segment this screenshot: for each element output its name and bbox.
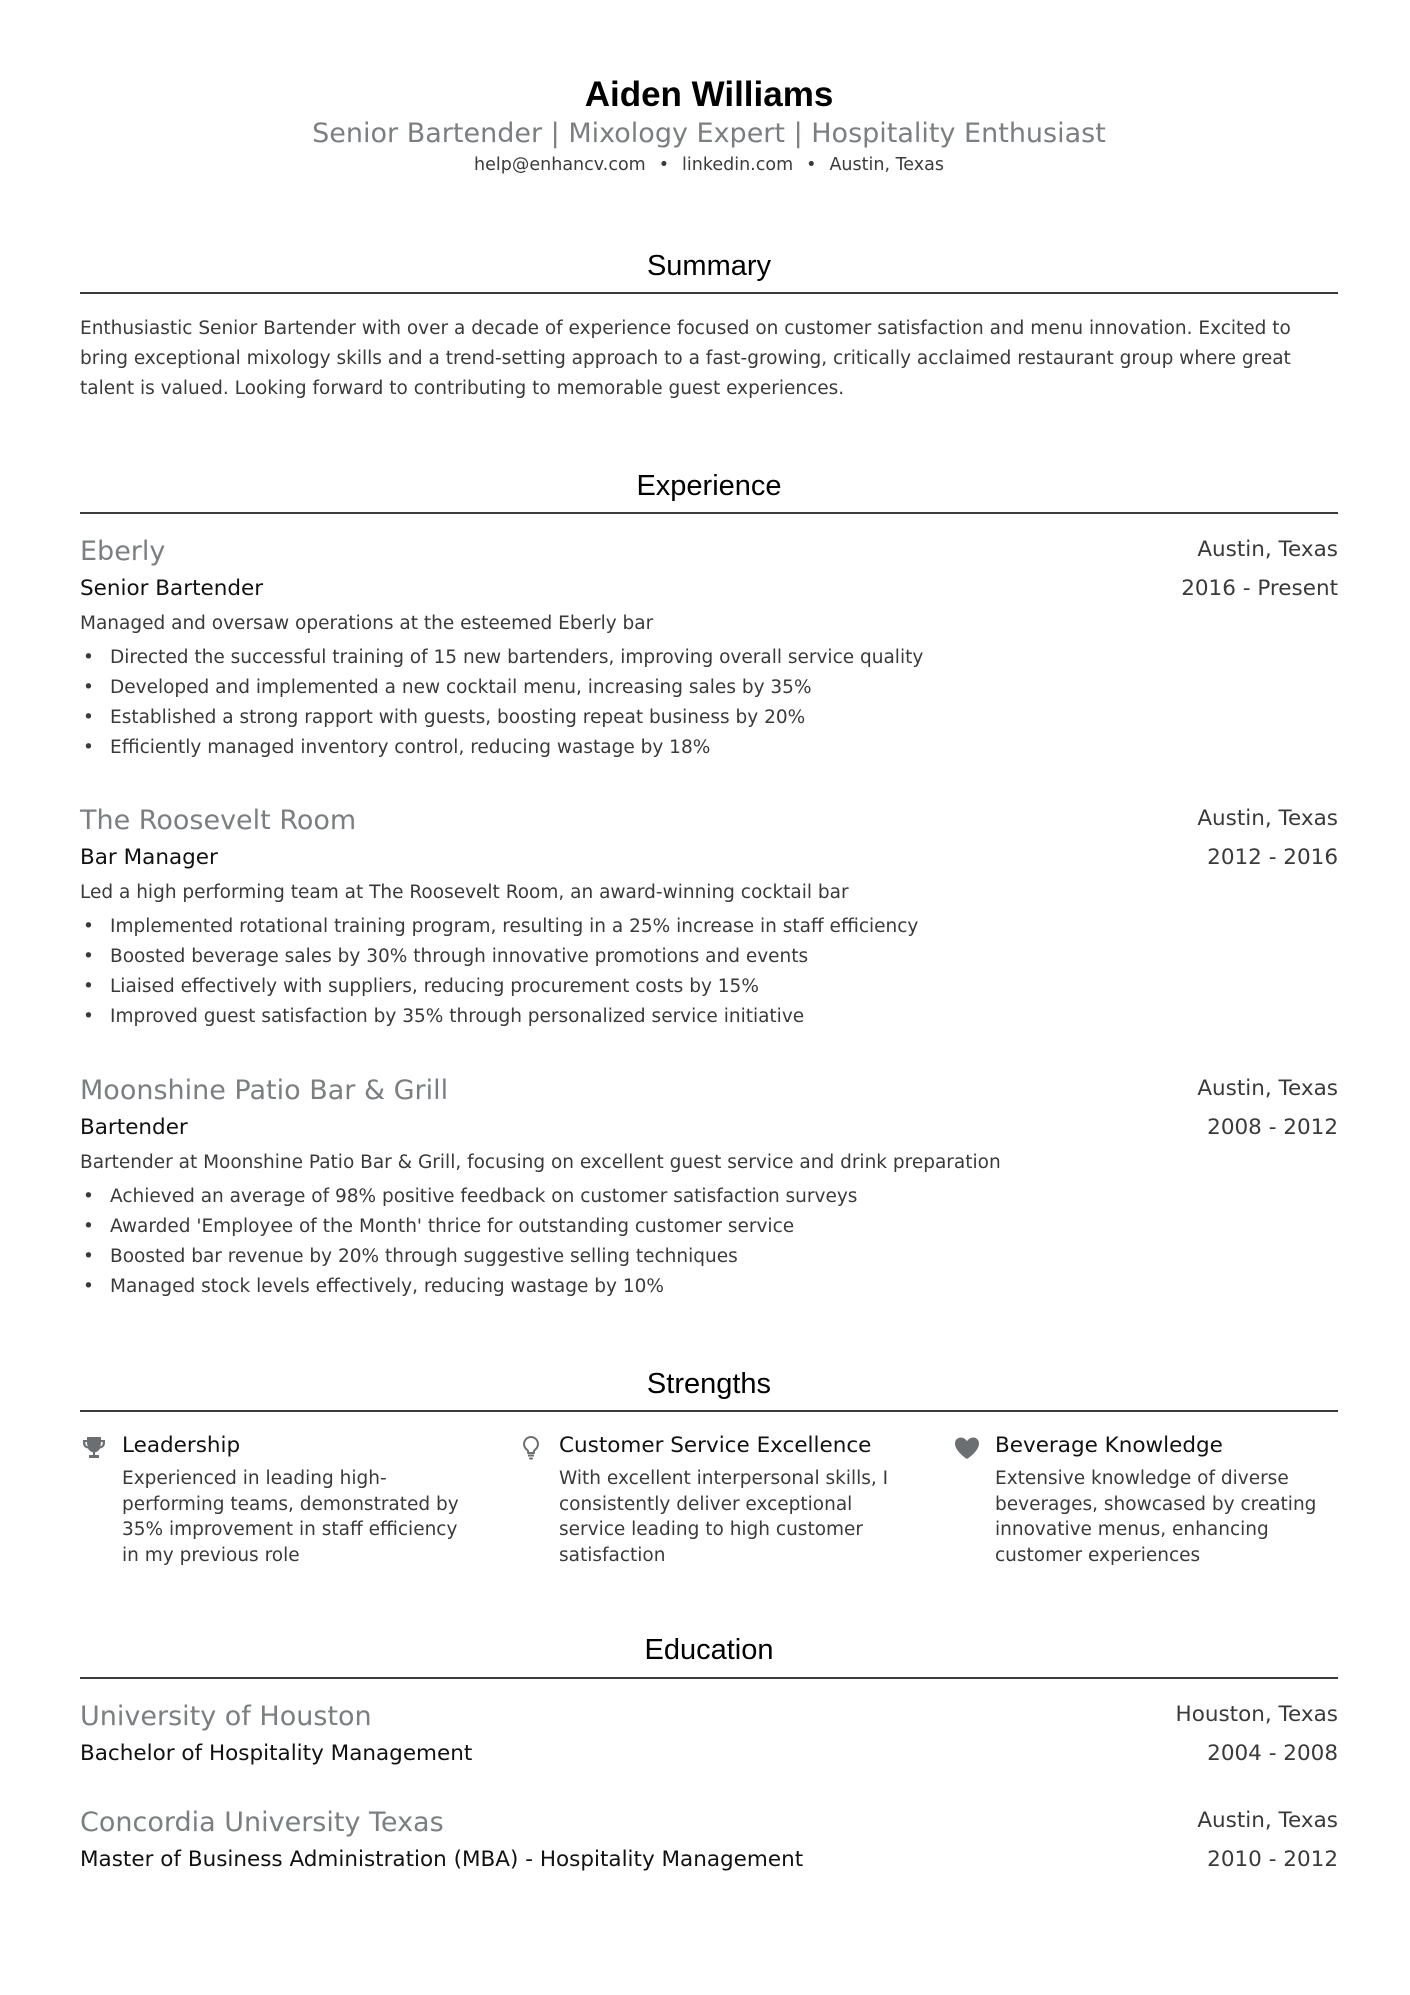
job-bullet: • Implemented rotational training program, resulting in a 25% increase in staff efficiency <box>80 912 1338 942</box>
education-entry <box>80 1804 1338 1878</box>
job-bullet: • Liaised effectively with suppliers, reducing procurement costs by 15% <box>80 972 1338 1002</box>
candidate-name: Aiden Williams <box>584 75 834 114</box>
education-dates: 2010 - 2012 <box>1207 1847 1338 1872</box>
separator-dot: • <box>806 155 817 175</box>
job-bullet: • Managed stock levels effectively, reducing wastage by 10% <box>80 1272 1338 1302</box>
job-location: Austin, Texas <box>1197 537 1338 562</box>
job-bullet: • Boosted bar revenue by 20% through suggestive selling techniques <box>80 1242 1338 1272</box>
job-dates: 2012 - 2016 <box>1207 845 1338 870</box>
lightbulb-icon <box>517 1434 545 1462</box>
job-bullet: • Developed and implemented a new cocktail menu, increasing sales by 35% <box>80 673 1338 703</box>
job-dates: 2008 - 2012 <box>1207 1115 1338 1140</box>
job-description: Led a high performing team at The Roosevelt Room, an award-winning cocktail bar <box>80 882 849 903</box>
job-bullet: • Boosted beverage sales by 30% through innovative promotions and events <box>80 942 1338 972</box>
education-heading: Education <box>644 1634 774 1666</box>
summary-text: Enthusiastic Senior Bartender with over a decade of experience focused on customer satisfaction and menu innovation. Excited to bring exceptional mixology skills and a trend-setting approach to a fast-growing, critically acclaimed restaurant group where great talent is valued. Looking forward to contributing to memorable guest experiences. <box>80 318 1291 399</box>
candidate-title: Senior Bartender | Mixology Expert | Hospitality Enthusiast <box>312 118 1106 149</box>
separator-dot: • <box>658 155 670 175</box>
heart-icon <box>953 1434 981 1462</box>
job-company: Moonshine Patio Bar & Grill <box>80 1075 449 1106</box>
strength-description: With excellent interpersonal skills, I consistently deliver exceptional service leading to high customer satisfaction <box>559 1468 889 1566</box>
job-bullet: • Directed the successful training of 15 new bartenders, improving overall service quality <box>80 643 1338 673</box>
education-degree: Master of Business Administration (MBA) - Hospitality Management <box>80 1847 804 1872</box>
education-school: University of Houston <box>80 1701 372 1732</box>
job-dates: 2016 - Present <box>1181 576 1338 601</box>
job-bullet: • Efficiently managed inventory control, reducing wastage by 18% <box>80 733 1338 763</box>
strength-description: Extensive knowledge of diverse beverages, showcased by creating innovative menus, enhancing customer experiences <box>995 1468 1317 1566</box>
job-description: Bartender at Moonshine Patio Bar & Grill, focusing on excellent guest service and drink preparation <box>80 1152 1001 1173</box>
job-role: Bartender <box>80 1115 188 1140</box>
job-entry <box>80 802 1338 1032</box>
job-entry <box>80 533 1338 763</box>
job-bullet: • Established a strong rapport with guests, boosting repeat business by 20% <box>80 703 1338 733</box>
job-bullets <box>80 643 1338 763</box>
experience-heading: Experience <box>636 470 782 502</box>
resume-page <box>80 0 1338 1995</box>
summary-heading: Summary <box>646 250 772 282</box>
job-company: The Roosevelt Room <box>80 805 357 836</box>
education-location: Austin, Texas <box>1197 1808 1338 1833</box>
job-bullet: • Improved guest satisfaction by 35% through personalized service initiative <box>80 1002 1338 1032</box>
section-divider <box>80 1677 1338 1679</box>
education-degree: Bachelor of Hospitality Management <box>80 1741 473 1766</box>
contact-location: Austin, Texas <box>829 155 944 175</box>
linkedin-link[interactable]: linkedin.com <box>682 155 794 175</box>
email-link[interactable]: help@enhancv.com <box>474 155 646 175</box>
strength-title: Leadership <box>122 1433 241 1458</box>
job-bullet: • Achieved an average of 98% positive feedback on customer satisfaction surveys <box>80 1182 1338 1212</box>
strength-description: Experienced in leading high-performing teams, demonstrated by 35% improvement in staff efficiency in my previous role <box>122 1468 459 1566</box>
job-location: Austin, Texas <box>1197 1076 1338 1101</box>
contact-line <box>80 153 1338 177</box>
job-description: Managed and oversaw operations at the esteemed Eberly bar <box>80 613 654 634</box>
job-role: Senior Bartender <box>80 576 264 601</box>
strengths-heading: Strengths <box>646 1368 772 1400</box>
job-entry <box>80 1072 1338 1302</box>
job-role: Bar Manager <box>80 845 218 870</box>
education-entry <box>80 1698 1338 1772</box>
strength-title: Beverage Knowledge <box>995 1433 1223 1458</box>
section-divider <box>80 1410 1338 1412</box>
job-location: Austin, Texas <box>1197 806 1338 831</box>
education-school: Concordia University Texas <box>80 1807 444 1838</box>
trophy-icon <box>80 1434 108 1462</box>
strength-title: Customer Service Excellence <box>559 1433 872 1458</box>
education-location: Houston, Texas <box>1175 1702 1338 1727</box>
job-bullets <box>80 1182 1338 1302</box>
section-divider <box>80 292 1338 294</box>
education-dates: 2004 - 2008 <box>1207 1741 1338 1766</box>
job-company: Eberly <box>80 536 166 567</box>
job-bullet: • Awarded 'Employee of the Month' thrice for outstanding customer service <box>80 1212 1338 1242</box>
section-divider <box>80 512 1338 514</box>
job-bullets <box>80 912 1338 1032</box>
